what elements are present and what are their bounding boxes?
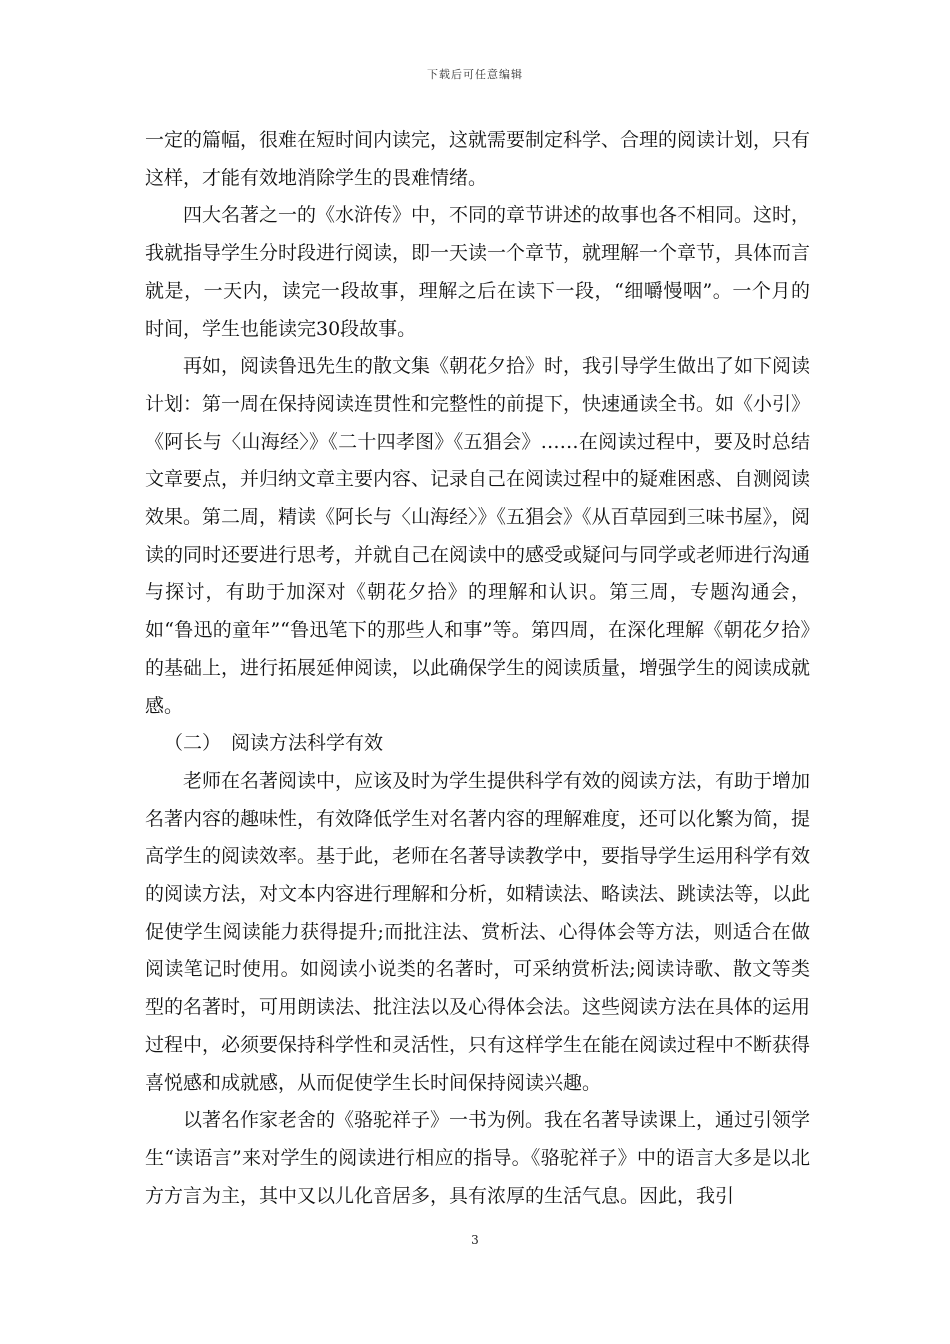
page-header-note: 下载后可任意编辑 (427, 68, 523, 81)
paragraph-rickshaw-boy: 以著名作家老舍的《骆驼祥子》一书为例。我在名著导读课上，通过引领学生“读语言”来对学生的阅读进行相应的指导。《骆驼祥子》中的语言大多是以北方方言为主，其中又以儿化音居多，具有浓厚的生活气息。因此，我引 (145, 1109, 811, 1207)
paragraph-reading-methods: 老师在名著阅读中，应该及时为学生提供科学有效的阅读方法，有助于增加名著内容的趣味性，有效降低学生对名著内容的理解难度，还可以化繁为简，提高学生的阅读效率。基于此，老师在名著导读教学中，要指导学生运用科学有效的阅读方法，对文本内容进行理解和分析，如精读法、略读法、跳读法等，以此促使学生阅读能力获得提升;而批注法、赏析法、心得体会等方法，则适合在做阅读笔记时使用。如阅读小说类的名著时，可采纳赏析法;阅读诗歌、散文等类型的名著时，可用朗读法、批注法以及心得体会法。这些阅读方法在具体的运用过程中，必须要保持科学性和灵活性，只有这样学生在能在阅读过程中不断获得喜悦感和成就感，从而促使学生长时间保持阅读兴趣。 (145, 769, 811, 1094)
document-body (145, 122, 810, 1215)
paragraph-dawn-blossoms: 再如，阅读鲁迅先生的散文集《朝花夕拾》时，我引导学生做出了如下阅读计划：第一周在保持阅读连贯性和完整性的前提下，快速通读全书。如《小引》《阿长与〈山海经〉》《二十四孝图》《五猖会》……在阅读过程中，要及时总结文章要点，并归纳文章主要内容、记录自己在阅读过程中的疑难困惑、自测阅读效果。第二周，精读《阿长与〈山海经〉》《五猖会》《从百草园到三味书屋》，阅读的同时还要进行思考，并就自己在阅读中的感受或疑问与同学或老师进行沟通与探讨，有助于加深对《朝花夕拾》的理解和认识。第三周，专题沟通会，如“鲁迅的童年”“鲁迅笔下的那些人和事”等。第四周，在深化理解《朝花夕拾》的基础上，进行拓展延伸阅读，以此确保学生的阅读质量，增强学生的阅读成就感。 (145, 355, 811, 717)
page-number: 3 (471, 1233, 479, 1247)
section-heading: （二） 阅读方法科学有效 (164, 732, 384, 755)
paragraph-water-margin: 四大名著之一的《水浒传》中，不同的章节讲述的故事也各不相同。这时，我就指导学生分时段进行阅读，即一天读一个章节，就理解一个章节，具体而言就是，一天内，读完一段故事，理解之后在读下一段，“细嚼慢咽”。一个月的时间，学生也能读完30段故事。 (145, 204, 811, 340)
paragraph-continued: 一定的篇幅，很难在短时间内读完，这就需要制定科学、合理的阅读计划，只有这样，才能有效地消除学生的畏难情绪。 (145, 129, 811, 189)
